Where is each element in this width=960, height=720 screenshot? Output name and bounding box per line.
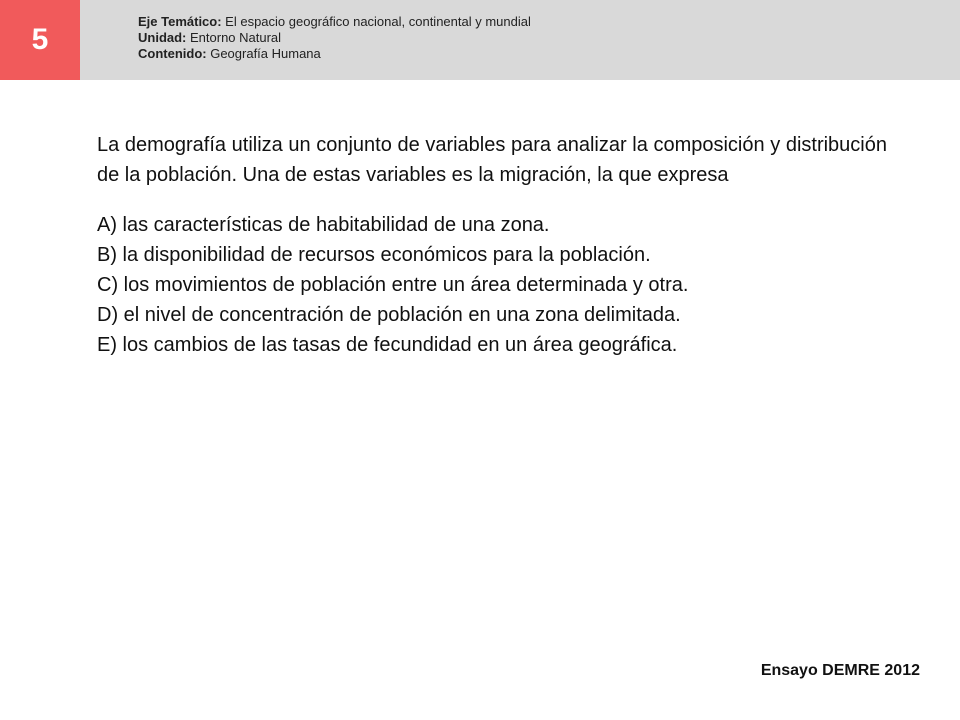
source-label: Ensayo DEMRE 2012 xyxy=(760,662,920,679)
question-body xyxy=(97,130,887,360)
contenido-line xyxy=(138,46,531,62)
option-b[interactable]: B) la disponibilidad de recursos económicos para la población. xyxy=(97,244,651,266)
contenido-value: Geografía Humana xyxy=(206,46,321,61)
unidad-label: Unidad: xyxy=(138,30,187,45)
option-a[interactable]: A) las características de habitabilidad de una zona. xyxy=(97,214,550,236)
option-c[interactable]: C) los movimientos de población entre un área determinada y otra. xyxy=(97,274,689,296)
question-stem: La demografía utiliza un conjunto de variables para analizar la composición y distribución de la población. Una de estas variables es la migración, la que expresa xyxy=(97,134,887,186)
eje-tematico-label: Eje Temático: xyxy=(138,14,222,29)
topic-metadata xyxy=(138,14,531,62)
option-d[interactable]: D) el nivel de concentración de población en una zona delimitada. xyxy=(97,304,681,326)
unidad-line xyxy=(138,30,531,46)
question-number: 5 xyxy=(31,23,49,56)
contenido-label: Contenido: xyxy=(138,46,207,61)
eje-tematico-line xyxy=(138,14,531,30)
question-number-badge xyxy=(0,0,80,80)
option-e[interactable]: E) los cambios de las tasas de fecundidad en un área geográfica. xyxy=(97,334,678,356)
eje-tematico-value: El espacio geográfico nacional, continental y mundial xyxy=(221,14,531,29)
unidad-value: Entorno Natural xyxy=(186,30,282,45)
answer-options xyxy=(97,210,887,360)
